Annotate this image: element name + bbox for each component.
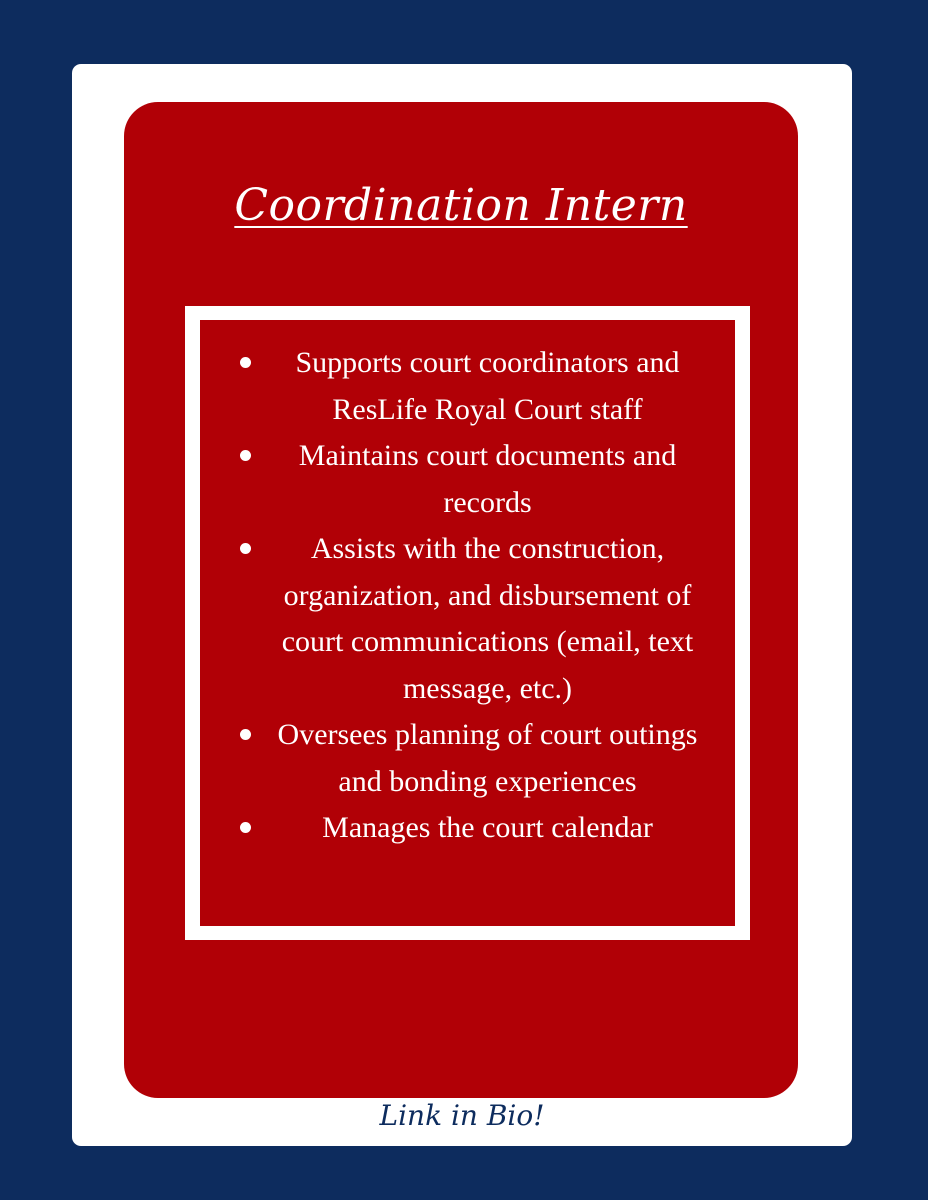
duty-item [200,340,735,433]
poster-card [72,64,852,1146]
content-panel [124,102,798,1098]
duties-list [200,340,735,852]
duty-text: Oversees planning of court outings and bonding experiences [277,718,698,798]
duty-text: Manages the court calendar [322,811,653,844]
duty-text: Maintains court documents and records [298,439,677,519]
bullet-icon [240,543,251,554]
bullet-icon [240,357,251,368]
link-in-bio-text: Link in Bio! [379,1099,545,1132]
bullet-icon [240,450,251,461]
duties-box [200,320,735,926]
duty-text: Supports court coordinators and ResLife Royal Court staff [295,346,680,426]
poster-title: Coordination Intern [234,180,688,231]
bullet-icon [240,729,251,740]
duties-frame [185,306,750,940]
duty-item [200,433,735,526]
duty-item [200,712,735,805]
bullet-icon [240,822,251,833]
duty-text: Assists with the construction, organization, and disbursement of court communications (email, text message, etc.) [281,532,694,705]
duty-item [200,526,735,712]
duty-item [200,805,735,852]
